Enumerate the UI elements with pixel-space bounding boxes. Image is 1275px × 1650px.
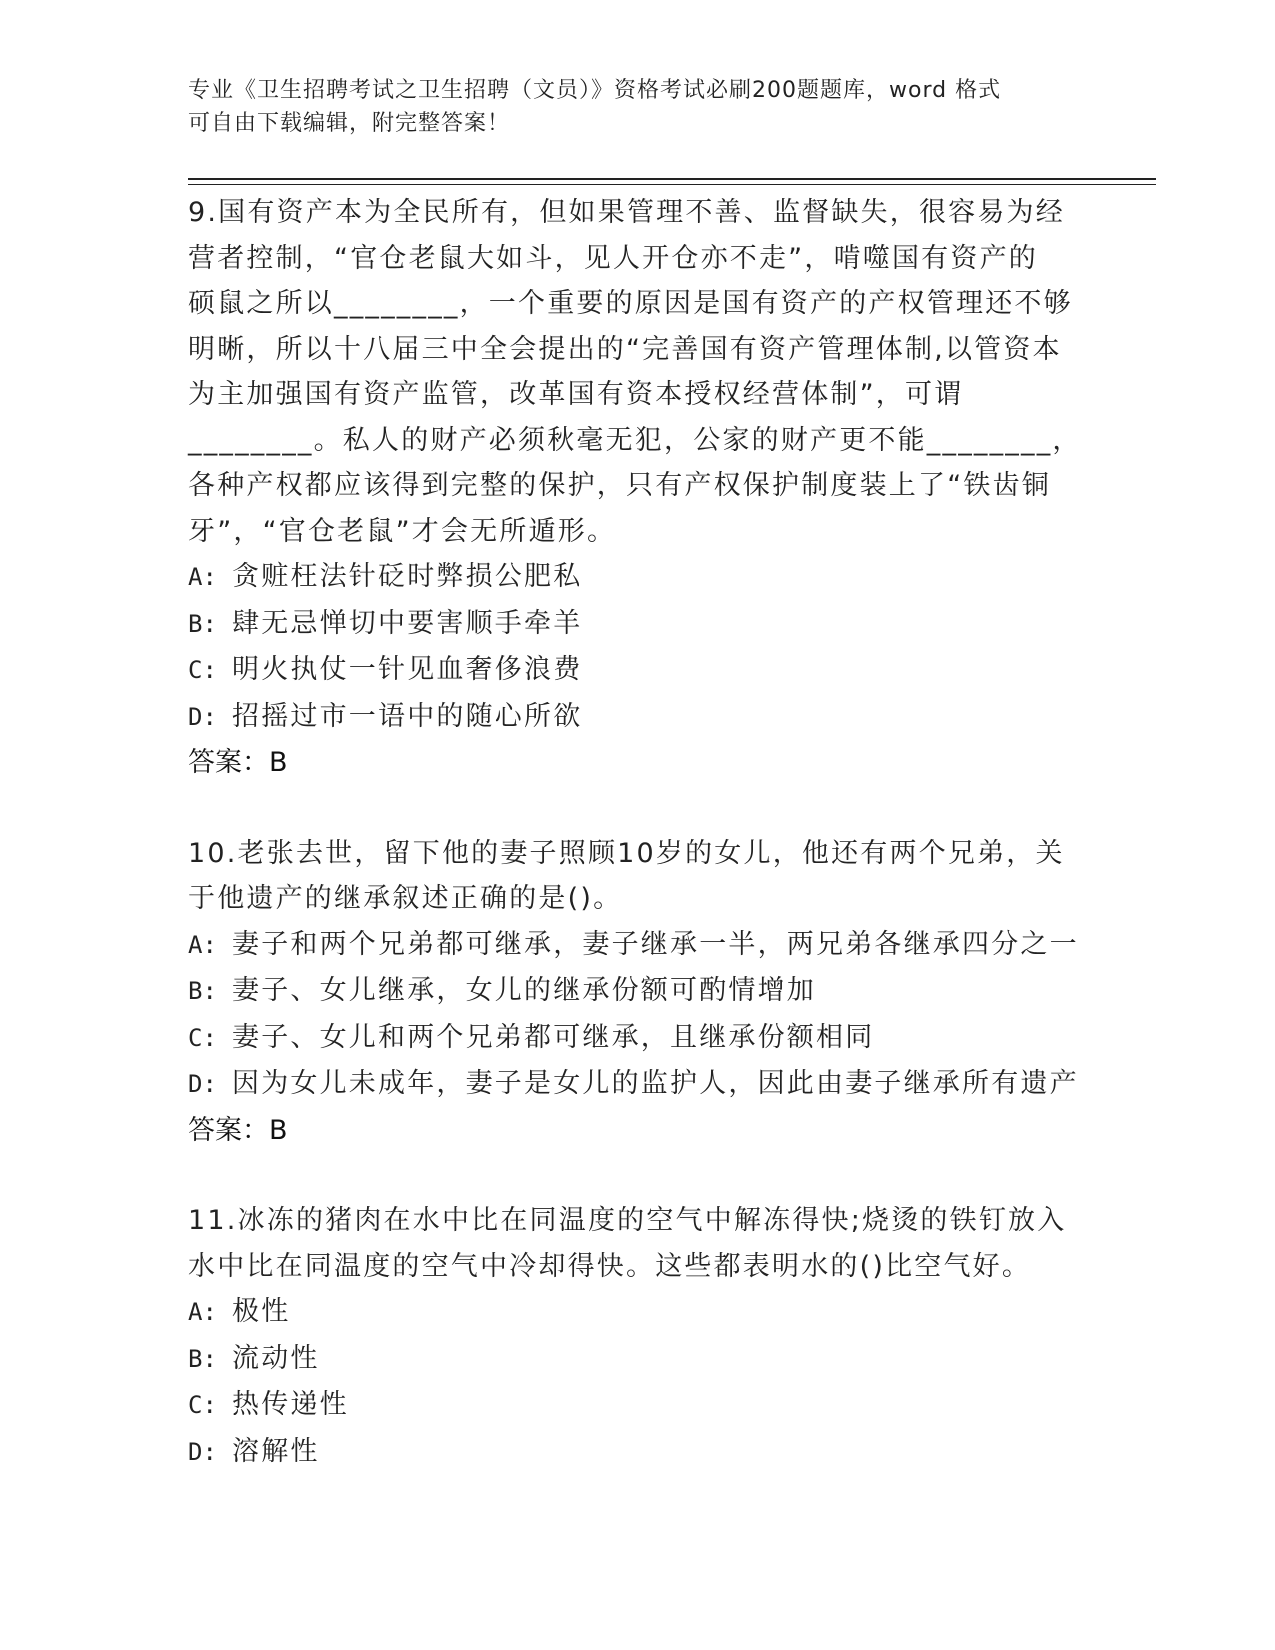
option-text: 妻子、女儿和两个兄弟都可继承，且继承份额相同	[232, 1021, 875, 1053]
question-9	[188, 190, 1128, 786]
option-text: 明火执仗一针见血奢侈浪费	[232, 654, 583, 685]
option-c	[188, 647, 1128, 694]
option-b	[188, 601, 1128, 648]
question-spacer	[188, 786, 1128, 831]
question-text-line: 于他遗产的继承叙述正确的是()。	[188, 883, 623, 914]
question-text-line: 营者控制，“官仓老鼠大如斗，见人开仓亦不走”，啃噬国有资产的	[188, 242, 1038, 274]
option-d	[188, 1061, 1128, 1108]
option-a	[188, 1289, 1128, 1336]
question-text-line: 10.老张去世，留下他的妻子照顾10岁的女儿，他还有两个兄弟，关	[188, 837, 1065, 869]
option-key: A:	[188, 563, 217, 591]
question-text-line: 各种产权都应该得到完整的保护，只有产权保护制度装上了“铁齿铜	[188, 470, 1051, 501]
header-title-line-1: 专业《卫生招聘考试之卫生招聘（文员）》资格考试必刷200题题库，word 格式	[188, 78, 1002, 103]
question-text-line: ________。私人的财产必须秋毫无犯，公家的财产更不能________，	[188, 424, 1082, 456]
option-key: D:	[188, 1437, 217, 1466]
option-key: B:	[188, 609, 217, 638]
option-c	[188, 1382, 1128, 1429]
header-title-line-2: 可自由下载编辑，附完整答案！	[188, 111, 511, 136]
option-key: D:	[188, 702, 217, 731]
header-divider-thin	[188, 184, 1156, 185]
option-text: 溶解性	[232, 1435, 320, 1467]
question-text-line: 为主加强国有资产监管，改革国有资本授权经营体制”，可谓	[188, 379, 964, 410]
question-text-line: 牙”，“官仓老鼠”才会无所遁形。	[188, 515, 617, 547]
option-key: D:	[188, 1070, 217, 1098]
option-a	[188, 922, 1128, 969]
option-key: C:	[188, 1023, 217, 1052]
option-text: 热传递性	[232, 1389, 349, 1420]
answer-line: 答案：B	[188, 1114, 288, 1146]
question-11	[188, 1198, 1128, 1475]
option-key: B:	[188, 1344, 217, 1373]
option-text: 贪赃枉法针砭时弊损公肥私	[232, 561, 583, 592]
option-text: 流动性	[232, 1342, 320, 1374]
option-d	[188, 1429, 1128, 1476]
option-c	[188, 1015, 1128, 1062]
question-text-line: 硕鼠之所以________，一个重要的原因是国有资产的产权管理还不够	[188, 288, 1073, 319]
question-spacer	[188, 1153, 1128, 1198]
question-text-line: 明晰，所以十八届三中全会提出的“完善国有资产管理体制,以管资本	[188, 333, 1062, 365]
option-key: C:	[188, 1391, 217, 1419]
option-text: 肆无忌惮切中要害顺手牵羊	[232, 607, 583, 639]
option-b	[188, 1336, 1128, 1383]
option-text: 招摇过市一语中的随心所欲	[232, 700, 583, 732]
question-10	[188, 831, 1128, 1154]
answer-line: 答案：B	[188, 747, 288, 778]
option-text: 因为女儿未成年，妻子是女儿的监护人，因此由妻子继承所有遗产	[232, 1068, 1079, 1099]
option-key: A:	[188, 1298, 217, 1326]
question-text-line: 水中比在同温度的空气中冷却得快。这些都表明水的()比空气好。	[188, 1250, 1032, 1282]
header-divider-thick	[188, 178, 1156, 180]
option-b	[188, 968, 1128, 1015]
option-key: B:	[188, 977, 217, 1005]
option-key: A:	[188, 930, 217, 959]
option-text: 极性	[232, 1296, 291, 1327]
option-text: 妻子和两个兄弟都可继承，妻子继承一半，两兄弟各继承四分之一	[232, 928, 1079, 960]
option-a	[188, 554, 1128, 601]
document-header	[188, 74, 1068, 140]
question-list	[188, 190, 1128, 1475]
question-text-line: 9.国有资产本为全民所有，但如果管理不善、监督缺失，很容易为经	[188, 197, 1065, 228]
option-d	[188, 694, 1128, 741]
option-text: 妻子、女儿继承，女儿的继承份额可酌情增加	[232, 975, 816, 1006]
option-key: C:	[188, 656, 217, 684]
question-text-line: 11.冰冻的猪肉在水中比在同温度的空气中解冻得快;烧烫的铁钉放入	[188, 1205, 1067, 1236]
